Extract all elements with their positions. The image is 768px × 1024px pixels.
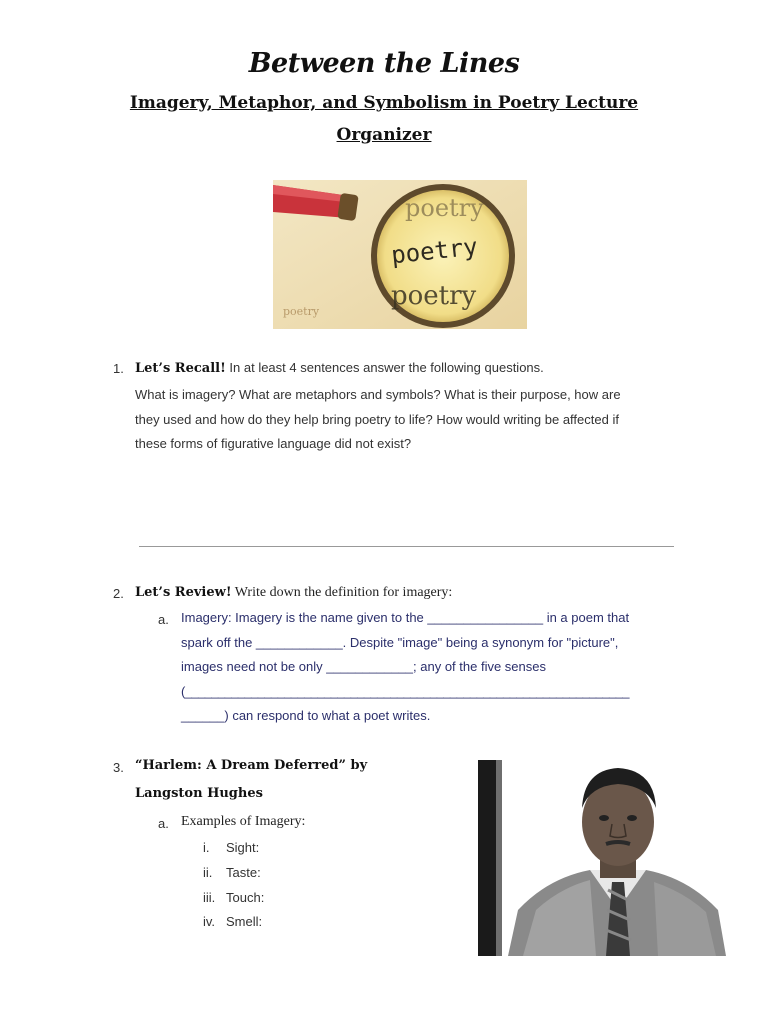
subtitle-line-2: Organizer — [336, 125, 432, 145]
langston-hughes-portrait — [478, 760, 728, 956]
item-marker: iv. — [203, 914, 216, 929]
item-sight: Sight: — [226, 840, 260, 855]
poetry-magnifier-image — [273, 180, 527, 329]
item-marker: iii. — [203, 890, 216, 905]
q1-question — [135, 383, 715, 457]
q3-sub-label: Examples of Imagery: — [181, 814, 306, 829]
lens-word-top: poetry — [405, 194, 484, 222]
lens-word-center: poetry — [389, 232, 479, 270]
item-taste: Taste: — [226, 865, 261, 880]
q3-title-line-1: “Harlem: A Dream Deferred” by — [135, 758, 368, 773]
lens-word-bottom: poetry — [391, 281, 477, 311]
q2-heading — [135, 583, 695, 601]
q1-line: these forms of figurative language did not exist? — [135, 436, 412, 451]
subtitle-line-1: Imagery, Metaphor, and Symbolism in Poetry Lecture — [129, 93, 639, 113]
q2-line: ______) can respond to what a poet writes. — [181, 708, 431, 723]
q2-line: images need not be only ____________; any of the five senses — [181, 659, 546, 674]
bg-word: poetry — [283, 305, 320, 318]
q1-prompt: In at least 4 sentences answer the following questions. — [225, 360, 544, 375]
q2-number: 2. — [113, 586, 124, 601]
item-touch: Touch: — [226, 890, 265, 905]
q2-line: Imagery: Imagery is the name given to the ________________ in a poem that — [181, 610, 630, 625]
q3-sub-marker: a. — [158, 816, 169, 831]
q2-line: spark off the ____________. Despite "image" being a synonym for "picture", — [181, 634, 619, 650]
q2-sub-marker: a. — [158, 612, 169, 627]
q2-label: Let’s Review! — [135, 585, 232, 600]
item-marker: ii. — [203, 865, 213, 880]
q1-line: What is imagery? What are metaphors and symbols? What is their purpose, how are — [135, 387, 621, 402]
page-title: Between the Lines — [248, 48, 520, 79]
q3-number: 3. — [113, 760, 124, 775]
q3-title-line-2: Langston Hughes — [135, 786, 263, 801]
q2-line: (___________________________________________________________________ — [181, 683, 629, 699]
q2-prompt: Write down the definition for imagery: — [231, 585, 453, 600]
q1-number: 1. — [113, 361, 124, 376]
item-smell: Smell: — [226, 914, 263, 929]
answer-line — [139, 546, 674, 547]
item-marker: i. — [203, 840, 210, 855]
q2-definition — [181, 606, 691, 729]
q1-heading — [135, 356, 695, 382]
q1-label: Let’s Recall! — [135, 361, 226, 376]
q1-line: they used and how do they help bring poetry to life? How would writing be affected if — [135, 411, 619, 427]
